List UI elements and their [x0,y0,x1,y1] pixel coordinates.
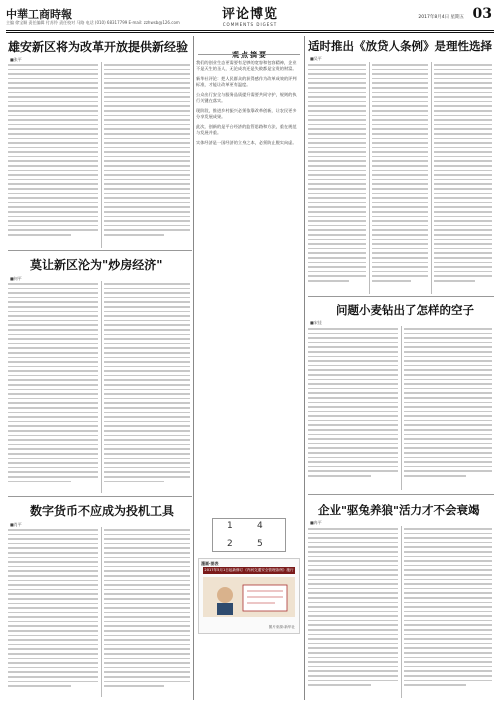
article-body [104,283,190,482]
article-body [104,64,190,236]
newspaper-brand: 中華工商時報 [6,8,72,21]
number-grid [212,518,286,552]
viewpoint-item: 此次，创新的是平台经济的监管思路和方法，重在规范与发展并重。 [196,124,297,135]
viewpoint-item: 新华社评论：把人民群众的获得感作为改革成效的评判标准，才能让改革更有温度。 [196,76,297,87]
article-body [308,64,366,282]
section-subtitle: COMMENTS DIGEST [222,22,278,27]
figure-tag: 漫画·图表 [201,561,219,566]
article-author: ■何平 [10,276,22,281]
article-headline: 数字货币不应成为投机工具 [30,504,175,518]
viewpoints-list [196,60,300,150]
article-body [8,283,98,482]
figure-image [203,577,295,617]
section-header [202,8,298,28]
viewpoint-item: 现阶段，推进乡村振兴必须依靠改革创新，让农民更多分享发展成果。 [196,108,297,119]
article-author: ■宋佳 [310,320,322,325]
article-headline: 企业"驱兔养狼"活力才不会衰竭 [318,503,480,517]
article-body [8,64,98,236]
viewpoints-label: 观点摘要 [232,50,268,59]
section-title: 评论博览 [221,7,278,22]
article-body [404,328,492,477]
header-rule-thin [6,32,494,33]
editor-info: 主编 徐宝顺 责任编辑 付苏铃 责任校对 马路 电话 (010) 68317799 E-mail: zzhwsb@126.com [6,20,180,25]
article-body [104,529,190,687]
article-headline: 莫让新区沦为"炒房经济" [30,258,163,272]
article-body [372,64,428,282]
article-headline: 雄安新区将为改革开放提供新经验 [8,40,189,54]
article-author: ■张平 [10,57,22,62]
article-headline: 问题小麦钻出了怎样的空子 [336,303,474,317]
issue-date: 2017年8月4日 星期五 [418,15,464,20]
article-body [8,529,98,687]
grid-number: 4 [257,521,263,531]
figure-credit: 图片来源:新华社 [268,625,295,629]
viewpoint-item: 实体经济是一国经济的立身之本，必须防止脱实向虚。 [196,140,297,145]
article-author: ■肖平 [10,522,22,527]
article-body [404,528,492,686]
grid-number: 2 [227,539,233,549]
grid-number: 5 [257,539,263,549]
grid-number: 1 [227,521,233,531]
article-author: ■冉平 [310,520,322,525]
article-headline: 适时推出《放贷人条例》是理性选择 [308,39,492,53]
viewpoint-item: 公众出行安全与服务品质提升需要共同守护，规则的执行关键在落实。 [196,92,297,103]
article-body [434,64,492,282]
article-body [308,528,398,686]
article-body [308,328,398,477]
article-author: ■吴平 [310,56,322,61]
viewpoint-item: 我们的创业生态更需要有足够的宽容和包容精神，企业不是天生的圣人，无论成功还是失败都是宝贵的财富。 [196,60,297,71]
page-number: 03 [472,6,492,22]
illustration [198,558,300,634]
figure-caption: 2017年5月1日起新修订《内河交通安全管理条例》施行 [204,568,294,572]
header-rule [6,30,494,31]
